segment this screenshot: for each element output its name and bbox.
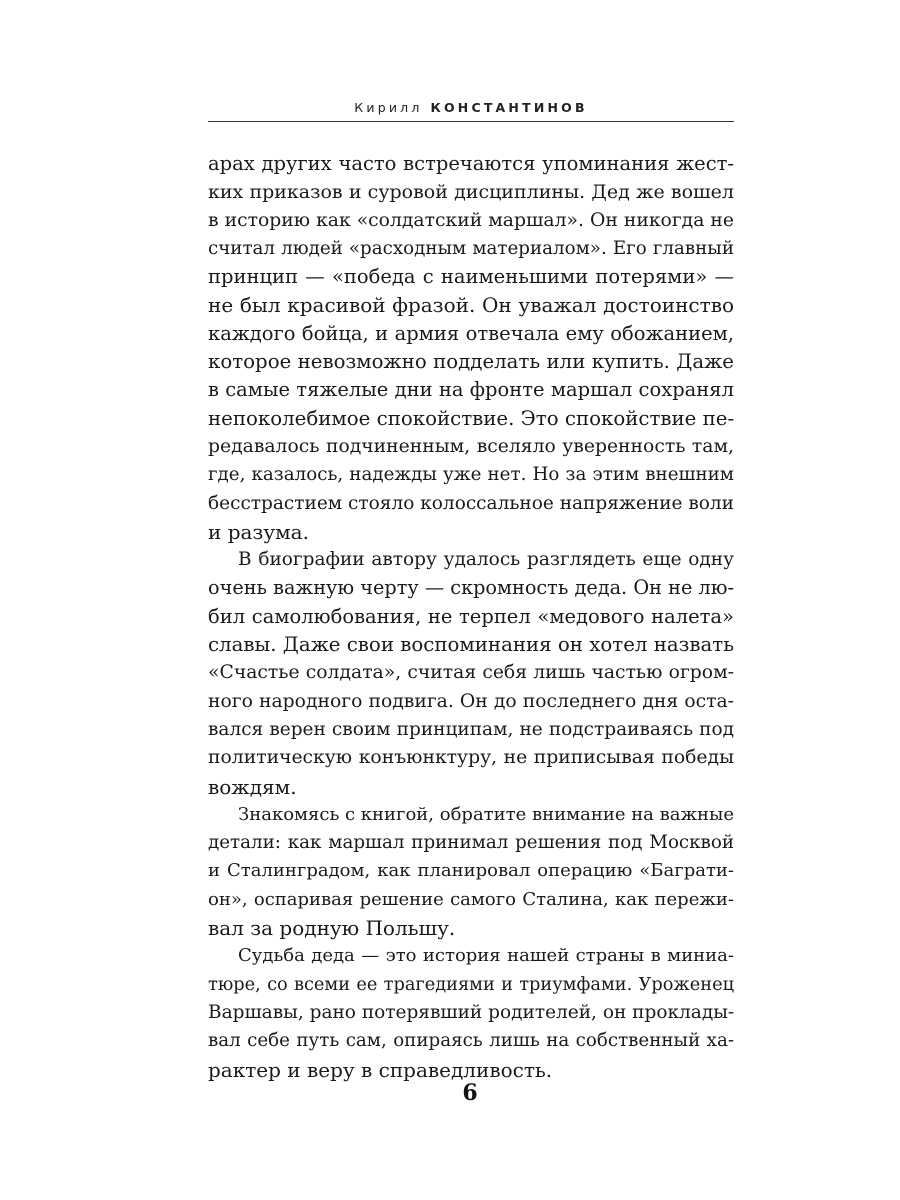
text-line: детали: как маршал принимал решения под Москвой [208,832,734,854]
header-rule [208,121,734,122]
author-last-name: КОНСТАНТИНОВ [430,100,588,115]
text-line: бесстрастием стояло колоссальное напряжение воли [208,492,734,514]
paragraph [208,546,734,801]
text-line: которое невозможно подделать или купить. Даже [208,350,734,374]
text-line: вал себе путь сам, опираясь лишь на собственный ха- [208,1030,734,1052]
text-line: арах других часто встречаются упоминания жест- [208,152,734,175]
text-line: редавалось подчиненным, вселяло уверенность там, [208,435,734,457]
text-line: в самые тяжелые дни на фронте маршал сохранял [208,378,734,402]
text-line: считал людей «расходным материалом». Его главный [208,237,734,259]
text-line: славы. Даже свои воспоминания он хотел назвать [208,633,734,657]
text-line: Знакомясь с книгой, обратите внимание на важные [238,803,735,825]
paragraph [208,801,734,942]
page-number: 6 [462,1080,478,1106]
paragraph [208,942,734,1083]
text-line: рактер и веру в справедливость. [208,1057,553,1082]
text-line: ких приказов и суровой дисциплины. Дед же вошел [208,181,734,204]
text-line: вал за родную Польшу. [208,916,456,941]
text-line: политическую конъюнктуру, не приписывая победы [208,747,734,769]
paragraph [208,150,734,546]
body-text [208,150,734,1084]
text-line: ного народного подвига. Он до последнего дня оста- [208,690,734,712]
text-line: не был красивой фразой. Он уважал достоинство [208,293,734,318]
text-line: бил самолюбования, не терпел «медового налета» [208,604,734,628]
text-line: и Сталинградом, как планировал операцию «Баграти- [208,860,734,882]
text-line: где, казалось, надежды уже нет. Но за этим внешним [208,464,734,486]
text-line: он», оспаривая решение самого Сталина, как пережи- [208,888,734,910]
text-line: вождям. [208,774,297,799]
text-line: В биографии автору удалось разглядеть еще одну [238,549,734,571]
text-line: непоколебимое спокойствие. Это спокойствие пе- [208,406,735,430]
text-line: Судьба деда — это история нашей страны в миниа- [238,945,734,967]
text-line: вался верен своим принципам, не подстраиваясь под [208,718,734,740]
text-line: и разума. [208,519,309,544]
text-line: принцип — «победа с наименьшими потерями» — [208,265,734,289]
text-line: очень важную черту — скромность деда. Он не лю- [208,576,734,600]
text-line: Варшавы, рано потерявший родителей, он проклады- [208,1001,735,1023]
text-line: «Счастье солдата», считая себя лишь частью огром- [208,662,734,684]
text-line: в историю как «солдатский маршал». Он никогда не [208,209,734,231]
text-line: тюре, со всеми ее трагедиями и триумфами. Уроженец [208,974,734,995]
running-head [208,96,734,120]
text-line: каждого бойца, и армия отвечала ему обожанием, [208,321,734,345]
author-first-name: Кирилл [354,100,423,115]
